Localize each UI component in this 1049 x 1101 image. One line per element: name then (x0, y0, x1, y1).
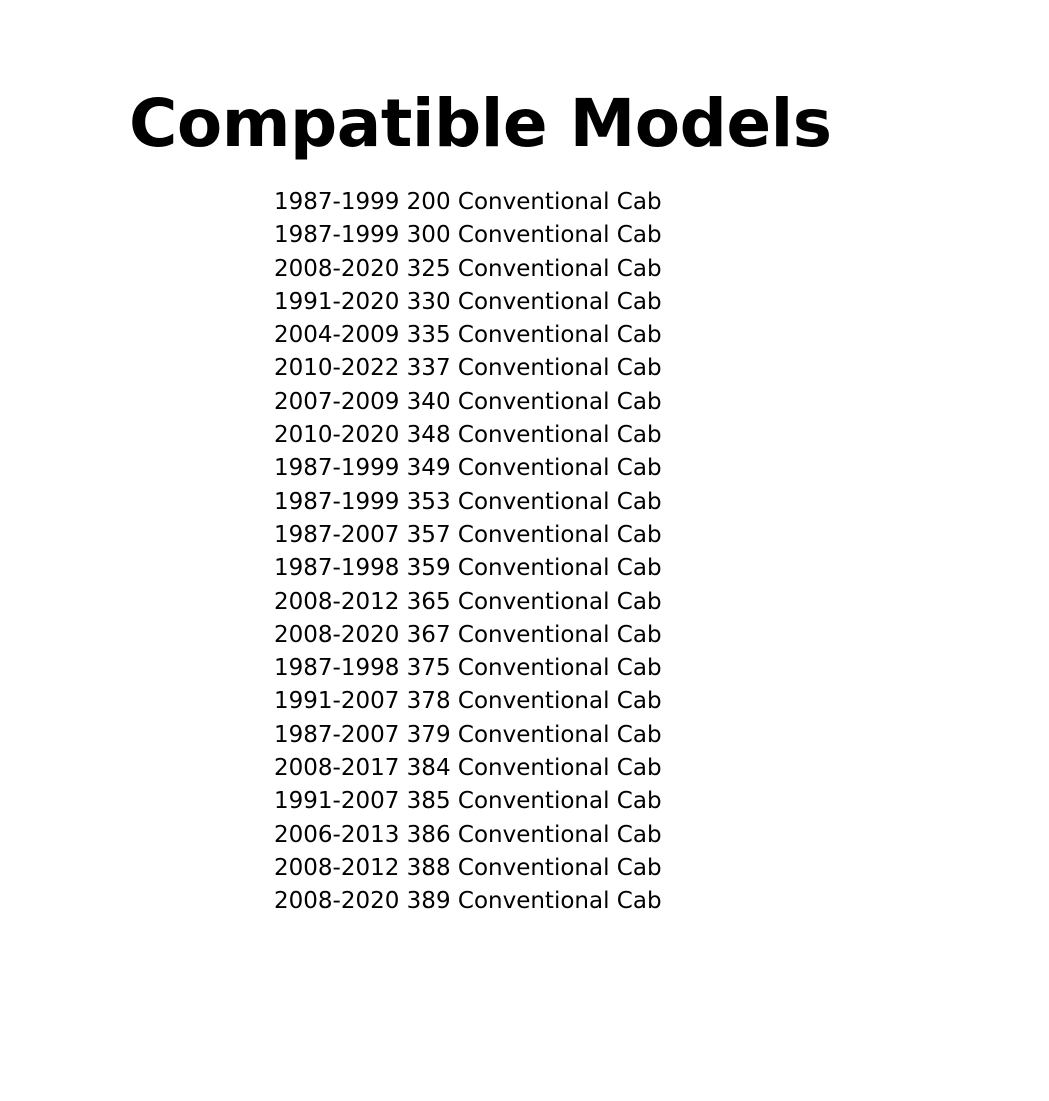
list-item: 1987-2007 379 Conventional Cab (274, 721, 662, 748)
list-item: 2004-2009 335 Conventional Cab (274, 322, 662, 349)
list-item: 1991-2007 378 Conventional Cab (274, 688, 662, 715)
list-item: 1987-2007 357 Conventional Cab (274, 521, 662, 548)
list-item: 2008-2020 389 Conventional Cab (274, 888, 662, 915)
list-item: 2010-2020 348 Conventional Cab (274, 422, 662, 449)
page-title: Compatible Models (129, 85, 832, 163)
list-item: 1987-1999 353 Conventional Cab (274, 488, 662, 515)
list-item: 2010-2022 337 Conventional Cab (274, 355, 662, 382)
list-item: 2008-2017 384 Conventional Cab (274, 755, 662, 782)
list-item: 1987-1999 349 Conventional Cab (274, 455, 662, 482)
list-item: 2008-2012 388 Conventional Cab (274, 854, 662, 881)
list-item: 2008-2020 325 Conventional Cab (274, 255, 662, 282)
list-item: 2008-2020 367 Conventional Cab (274, 621, 662, 648)
list-item: 1987-1999 300 Conventional Cab (274, 222, 662, 249)
list-item: 1987-1999 200 Conventional Cab (274, 189, 662, 215)
list-item: 1991-2007 385 Conventional Cab (274, 788, 662, 815)
list-item: 2008-2012 365 Conventional Cab (274, 588, 662, 615)
list-item: 2007-2009 340 Conventional Cab (274, 388, 662, 415)
list-item: 1987-1998 375 Conventional Cab (274, 655, 662, 682)
compatible-models-list (274, 186, 662, 919)
list-item: 1991-2020 330 Conventional Cab (274, 288, 662, 315)
list-item: 2006-2013 386 Conventional Cab (274, 821, 662, 848)
list-item: 1987-1998 359 Conventional Cab (274, 555, 662, 582)
